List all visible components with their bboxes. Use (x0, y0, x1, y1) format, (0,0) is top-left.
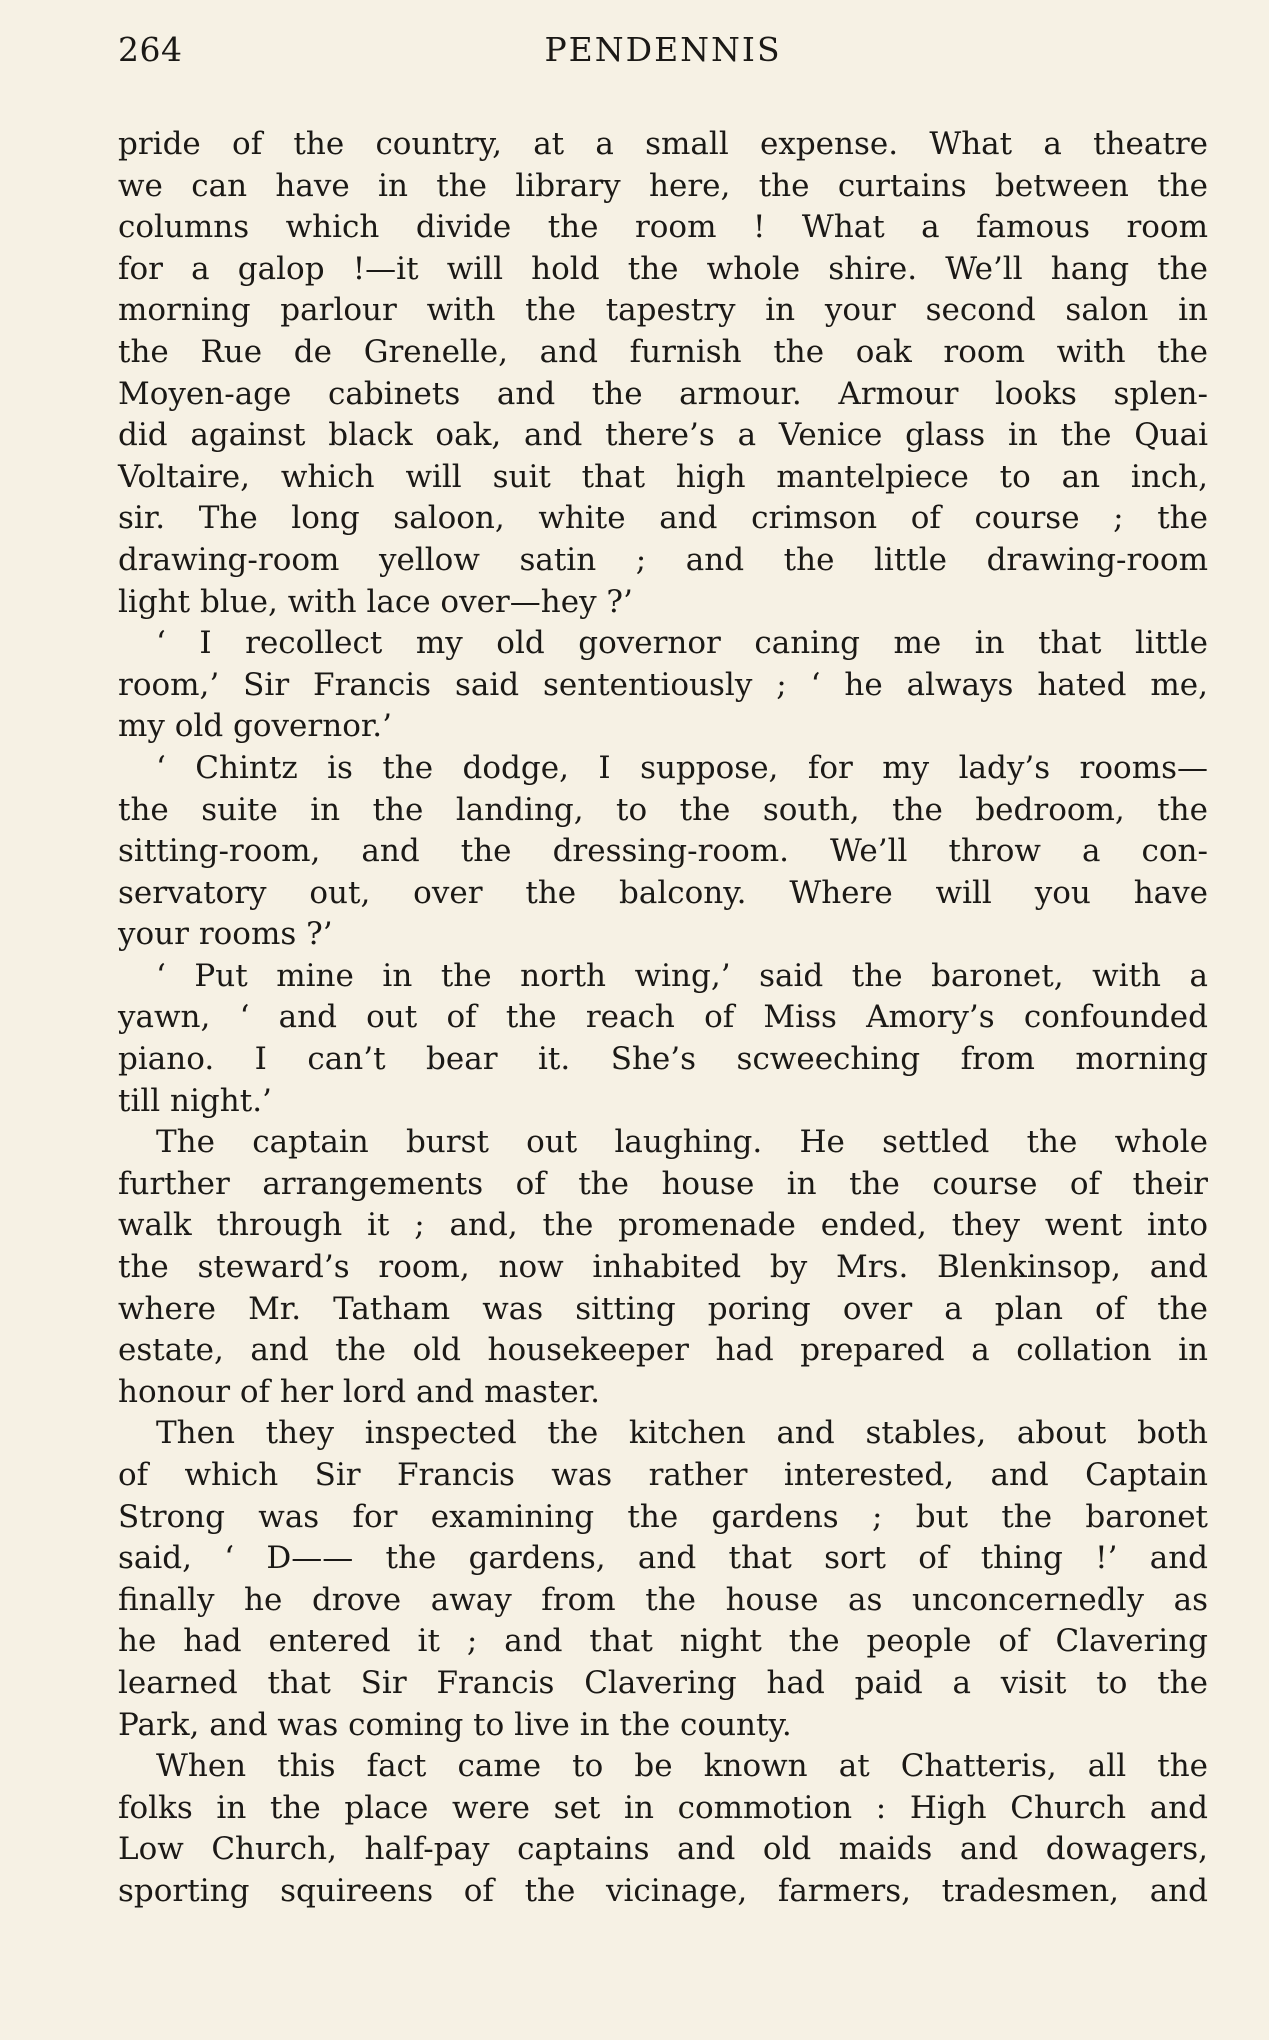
text-line: the Rue de Grenelle, and furnish the oak room with the (118, 333, 1208, 370)
text-line: further arrangements of the house in the course of their (118, 1165, 1208, 1202)
text-line: sitting-room, and the dressing-room. We’ll throw a con- (118, 833, 1208, 870)
text-line: the suite in the landing, to the south, the bedroom, the (118, 791, 1208, 828)
text-line: said, ‘ D—— the gardens, and that sort of thing !’ and (118, 1540, 1208, 1577)
text-line: sir. The long saloon, white and crimson of course ; the (118, 500, 1208, 537)
text-line: servatory out, over the balcony. Where will you have (118, 874, 1208, 911)
text-line: where Mr. Tatham was sitting poring over a plan of the (118, 1290, 1208, 1327)
text-line: Voltaire, which will suit that high mantelpiece to an inch, (118, 458, 1208, 495)
text-line: room,’ Sir Francis said sententiously ; ‘ he always hated me, (118, 666, 1208, 703)
text-line: yawn, ‘ and out of the reach of Miss Amory’s confounded (118, 999, 1208, 1036)
text-line: for a galop !—it will hold the whole shire. We’ll hang the (118, 250, 1208, 287)
text-line: Low Church, half-pay captains and old maids and dowagers, (118, 1831, 1208, 1868)
text-line: When this fact came to be known at Chatteris, all the (156, 1748, 1208, 1785)
text-line: piano. I can’t bear it. She’s scweeching from morning (118, 1041, 1208, 1078)
text-line: The captain burst out laughing. He settled the whole (156, 1124, 1208, 1161)
text-line: folks in the place were set in commotion : High Church and (118, 1789, 1208, 1826)
text-line: he had entered it ; and that night the people of Clavering (118, 1623, 1208, 1660)
text-line: of which Sir Francis was rather interested, and Captain (118, 1457, 1208, 1493)
text-line: learned that Sir Francis Clavering had paid a visit to the (118, 1664, 1208, 1701)
text-line: Strong was for examining the gardens ; but the baronet (118, 1498, 1208, 1535)
running-head (118, 24, 1208, 76)
text-line: ‘ Put mine in the north wing,’ said the baronet, with a (156, 957, 1208, 994)
text-line: the steward’s room, now inhabited by Mrs. Blenkinsop, and (118, 1249, 1208, 1286)
text-line: we can have in the library here, the curtains between the (118, 167, 1208, 204)
book-page (118, 24, 1208, 2014)
text-line: my old governor.’ (118, 708, 392, 745)
text-line: finally he drove away from the house as unconcernedly as (118, 1581, 1208, 1618)
text-line: Moyen-age cabinets and the armour. Armour looks splen- (118, 375, 1208, 412)
body-text (118, 124, 1208, 1913)
text-line: estate, and the old housekeeper had prepared a collation in (118, 1332, 1208, 1369)
page-number: 264 (118, 30, 183, 69)
text-line: sporting squireens of the vicinage, farmers, tradesmen, and (118, 1872, 1208, 1909)
text-line: walk through it ; and, the promenade ended, they went into (118, 1207, 1208, 1244)
text-line: drawing-room yellow satin ; and the little drawing-room (118, 541, 1208, 578)
text-line: till night.’ (118, 1082, 272, 1119)
text-line: your rooms ?’ (118, 916, 333, 953)
text-line: pride of the country, at a small expense. What a theatre (118, 126, 1208, 162)
text-line: honour of her lord and master. (118, 1373, 600, 1410)
text-line: ‘ I recollect my old governor caning me in that little (156, 625, 1208, 662)
text-line: did against black oak, and there’s a Venice glass in the Quai (118, 417, 1208, 454)
book-title: PENDENNIS (544, 30, 782, 69)
text-line: ‘ Chintz is the dodge, I suppose, for my lady’s rooms— (156, 749, 1208, 786)
text-line: morning parlour with the tapestry in your second salon in (118, 292, 1208, 329)
text-line: Park, and was coming to live in the county. (118, 1706, 792, 1743)
text-line: columns which divide the room ! What a famous room (118, 209, 1208, 246)
text-line: Then they inspected the kitchen and stables, about both (156, 1415, 1208, 1452)
text-line: light blue, with lace over—hey ?’ (118, 583, 633, 620)
